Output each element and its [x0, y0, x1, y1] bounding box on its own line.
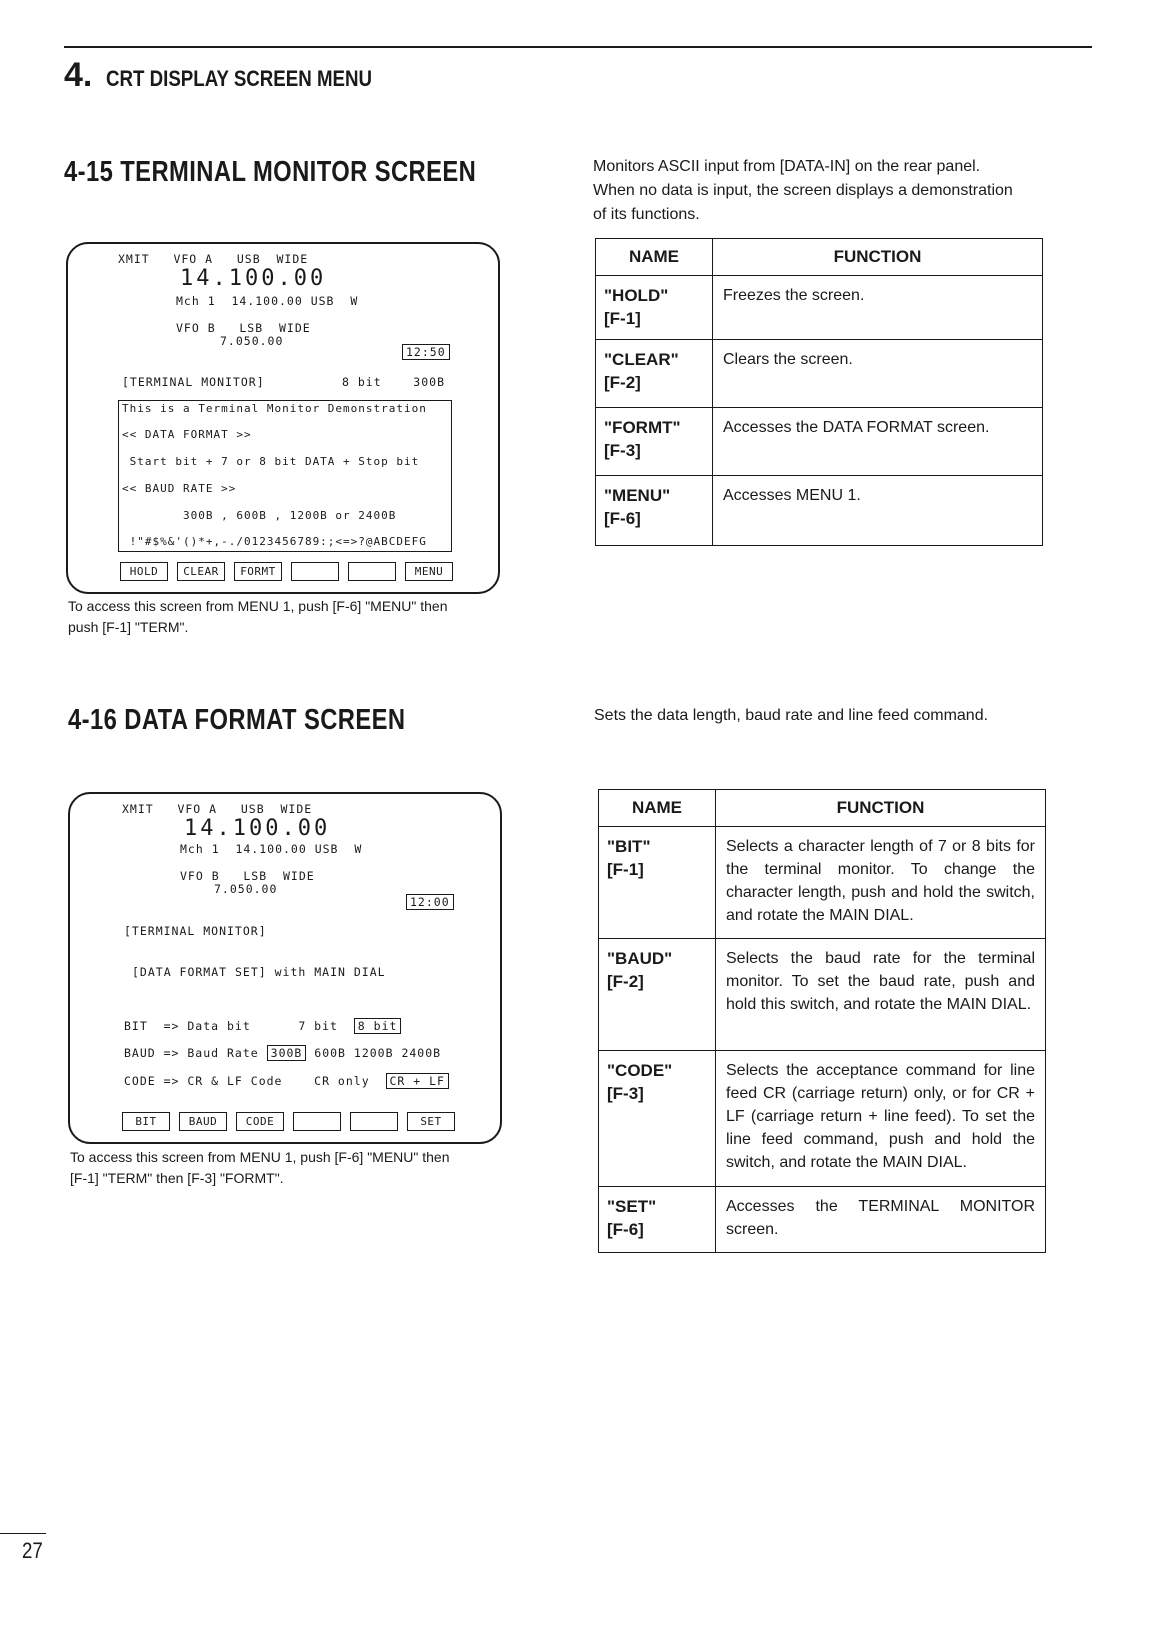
key-name: "SET" — [607, 1197, 657, 1216]
key-code: [F-1] — [604, 309, 641, 328]
key-code: [F-2] — [604, 373, 641, 392]
crt-mode-label: [TERMINAL MONITOR] — [122, 375, 265, 389]
caption-line: push [F-1] "TERM". — [68, 619, 189, 635]
name-header: NAME — [596, 239, 713, 276]
key-name: "BAUD" — [607, 949, 673, 968]
baud-key[interactable]: BAUD — [179, 1112, 227, 1131]
crt-frequency: 14.100.00 — [180, 266, 327, 291]
header-rule — [64, 46, 1092, 48]
table-row — [599, 1051, 1046, 1187]
data-format-function-table — [598, 789, 1046, 1253]
caption-line: To access this screen from MENU 1, push [F-6] "MENU" then — [68, 598, 448, 614]
terminal-output-box — [118, 400, 452, 552]
bit-setting-label: BIT => Data bit 7 bit — [124, 1019, 338, 1033]
terminal-line: !"#$%&'()*+,-./0123456789:;<=>?@ABCDEFG — [122, 535, 427, 548]
hold-key[interactable]: HOLD — [120, 562, 168, 581]
desc-line: When no data is input, the screen displays a demonstration — [593, 182, 1013, 199]
key-code: [F-2] — [607, 972, 644, 991]
crt-status-line: XMIT VFO A USB WIDE — [118, 252, 309, 266]
key-function: Clears the screen. — [713, 340, 1043, 408]
blank-key-4[interactable] — [291, 562, 339, 581]
page-number-rule — [0, 1533, 46, 1534]
key-code: [F-3] — [604, 441, 641, 460]
table-row — [599, 939, 1046, 1051]
table-row — [596, 276, 1043, 340]
key-name: "FORMT" — [604, 418, 681, 437]
caption-data-format — [70, 1147, 450, 1189]
crt-clock: 12:50 — [402, 344, 450, 360]
key-function: Freezes the screen. — [713, 276, 1043, 340]
key-name: "MENU" — [604, 486, 671, 505]
table-row — [599, 1187, 1046, 1253]
key-code: [F-6] — [604, 509, 641, 528]
key-name: "CLEAR" — [604, 350, 679, 369]
chapter-title: CRT DISPLAY SCREEN MENU — [106, 66, 373, 91]
key-function: Accesses the DATA FORMAT screen. — [713, 408, 1043, 476]
function-header: FUNCTION — [716, 790, 1046, 827]
bit-key[interactable]: BIT — [122, 1112, 170, 1131]
key-name: "BIT" — [607, 837, 651, 856]
page-number: 27 — [22, 1538, 43, 1563]
baud-setting-selected: 300B — [267, 1045, 307, 1061]
key-function: Accesses MENU 1. — [713, 476, 1043, 546]
terminal-monitor-crt — [66, 242, 500, 594]
table-row — [599, 827, 1046, 939]
key-function: Selects a character length of 7 or 8 bits for the terminal monitor. To change the character length, push and hold the switch, and rotate the MAIN DIAL. — [716, 827, 1046, 939]
crt-clock: 12:00 — [406, 894, 454, 910]
chapter-number: 4. — [64, 56, 93, 94]
caption-line: To access this screen from MENU 1, push [F-6] "MENU" then — [70, 1149, 450, 1165]
name-header: NAME — [599, 790, 716, 827]
terminal-line: Start bit + 7 or 8 bit DATA + Stop bit — [122, 455, 420, 468]
key-function: Selects the baud rate for the terminal monitor. To set the baud rate, push and hold this switch, and rotate the MAIN DIAL. — [716, 939, 1046, 1051]
crt-vfo-b-line: VFO B LSB WIDE — [176, 321, 311, 335]
crt-format-summary: 8 bit 300B — [342, 375, 446, 389]
bit-setting-selected: 8 bit — [354, 1018, 402, 1034]
crt-memory-line: Mch 1 14.100.00 USB W — [176, 294, 359, 308]
section-desc-terminal-monitor — [593, 155, 1013, 227]
crt-mode-label: [TERMINAL MONITOR] — [124, 924, 267, 938]
key-function: Accesses the TERMINAL MONITOR screen. — [716, 1187, 1046, 1253]
section-title-data-format: 4-16 DATA FORMAT SCREEN — [68, 704, 406, 736]
code-setting-selected: CR + LF — [386, 1073, 449, 1089]
terminal-monitor-function-table — [595, 238, 1043, 546]
blank-key-4[interactable] — [293, 1112, 341, 1131]
data-format-crt — [68, 792, 502, 1144]
table-row — [596, 408, 1043, 476]
section-title-terminal-monitor: 4-15 TERMINAL MONITOR SCREEN — [64, 156, 477, 188]
baud-setting-options: 600B 1200B 2400B — [314, 1046, 442, 1060]
crt-status-line: XMIT VFO A USB WIDE — [122, 802, 313, 816]
menu-key[interactable]: MENU — [405, 562, 453, 581]
chapter-heading — [64, 56, 419, 95]
desc-line: of its functions. — [593, 206, 700, 223]
code-key[interactable]: CODE — [236, 1112, 284, 1131]
key-code: [F-6] — [607, 1220, 644, 1239]
caption-terminal-monitor — [68, 596, 448, 638]
crt-vfo-b-freq: 7.050.00 — [220, 334, 284, 348]
key-code: [F-1] — [607, 860, 644, 879]
key-name: "CODE" — [607, 1061, 673, 1080]
key-code: [F-3] — [607, 1084, 644, 1103]
crt-vfo-b-freq: 7.050.00 — [214, 882, 278, 896]
table-row — [596, 340, 1043, 408]
formt-key[interactable]: FORMT — [234, 562, 282, 581]
clear-key[interactable]: CLEAR — [177, 562, 225, 581]
terminal-line: << BAUD RATE >> — [122, 482, 237, 495]
code-setting-label: CODE => CR & LF Code CR only — [124, 1074, 370, 1088]
key-function: Selects the acceptance command for line feed CR (carriage return) only, or for CR + LF (carriage return + line feed). To set the line feed command, push and hold the switch, and rotate the MAIN DIAL. — [716, 1051, 1046, 1187]
section-desc-data-format: Sets the data length, baud rate and line feed command. — [594, 707, 989, 724]
blank-key-5[interactable] — [350, 1112, 398, 1131]
function-header: FUNCTION — [713, 239, 1043, 276]
function-key-row — [120, 562, 453, 581]
set-key[interactable]: SET — [407, 1112, 455, 1131]
table-row — [596, 476, 1043, 546]
terminal-line: This is a Terminal Monitor Demonstration — [122, 402, 427, 415]
terminal-line: 300B , 600B , 1200B or 2400B — [122, 509, 397, 522]
blank-key-5[interactable] — [348, 562, 396, 581]
desc-line: Monitors ASCII input from [DATA-IN] on the rear panel. — [593, 158, 981, 175]
function-key-row — [122, 1112, 455, 1131]
caption-line: [F-1] "TERM" then [F-3] "FORMT". — [70, 1170, 284, 1186]
key-name: "HOLD" — [604, 286, 669, 305]
crt-format-set-label: [DATA FORMAT SET] with MAIN DIAL — [132, 965, 386, 979]
baud-setting-label: BAUD => Baud Rate — [124, 1046, 259, 1060]
terminal-line: << DATA FORMAT >> — [122, 428, 252, 441]
crt-frequency: 14.100.00 — [184, 816, 331, 841]
crt-memory-line: Mch 1 14.100.00 USB W — [180, 842, 363, 856]
crt-vfo-b-line: VFO B LSB WIDE — [180, 869, 315, 883]
